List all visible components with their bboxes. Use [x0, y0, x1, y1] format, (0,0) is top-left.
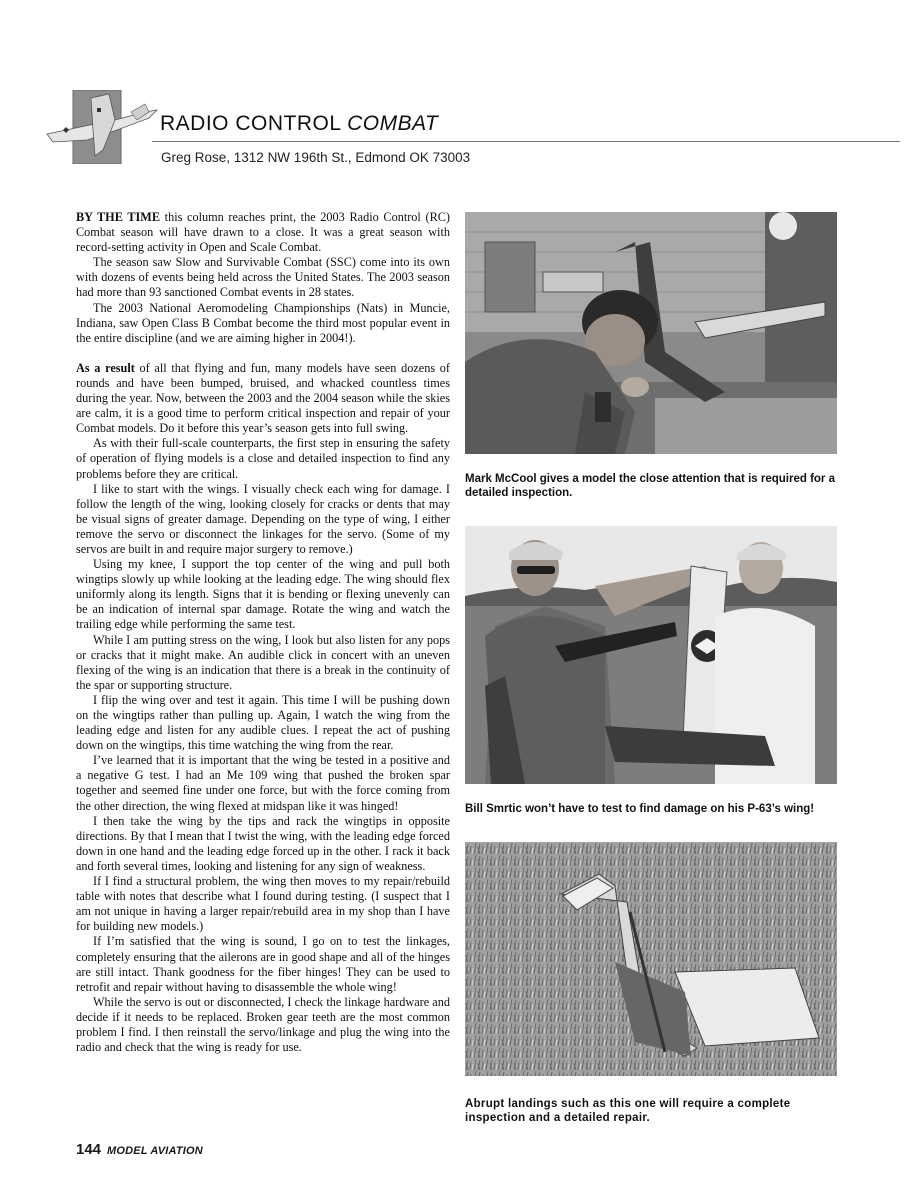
article-paragraph: Using my knee, I support the top center of the wing and pull both wingtips slowly up while looking at the leading edge. The wing should flex uniformly along its length. Signs that it is bending or flexing unevenly can be an indication of internal spar damage. Rotate the wing and watch the trailing edge while performing the same test. [76, 557, 450, 632]
column-title-main: RADIO CONTROL [160, 112, 348, 135]
photo-caption: Bill Smrtic won’t have to test to find damage on his P-63’s wing! [465, 803, 815, 815]
article-paragraph: The season saw Slow and Survivable Combat (SSC) come into its own with dozens of events being held across the United States. The 2003 season had more than 93 sanctioned Combat events in 28 states. [76, 255, 450, 300]
article-body [76, 210, 450, 1055]
photo-crashed-model [465, 842, 837, 1076]
article-paragraph: If I find a structural problem, the wing then moves to my repair/rebuild table with notes that describe what I found during testing. (I suspect that I am not unique in having a larger repair/rebuild area in my shop than I have for building new models.) [76, 874, 450, 934]
photo-workshop-inspection [465, 212, 837, 454]
author-byline: Greg Rose, 1312 NW 196th St., Edmond OK 73003 [161, 150, 471, 165]
photo-caption: Abrupt landings such as this one will require a complete inspection and a detailed repair. [465, 1098, 791, 1124]
article-paragraph: BY THE TIME this column reaches print, the 2003 Radio Control (RC) Combat season will have drawn to a close. It was a great season with record-setting activity in Open and Scale Combat. [76, 210, 450, 255]
header-plane-photo [45, 90, 161, 164]
article-paragraph: While I am putting stress on the wing, I look but also listen for any pops or cracks that it might make. An audible click in concert with an uneven flexing of the wing is an indication that there is a break in the continuity of the spar or supporting structure. [76, 632, 450, 692]
column-title [160, 112, 438, 136]
page-footer [76, 1141, 203, 1159]
photo-caption: Mark McCool gives a model the close attention that is required for a detailed inspection. [465, 473, 835, 499]
magazine-name: MODEL AVIATION [107, 1145, 203, 1157]
header-rule [152, 141, 900, 142]
article-paragraph: I then take the wing by the tips and rack the wingtips in opposite directions. By that I mean that I twist the wing, with the leading edge forced down in one hand and the leading edge forced up in the other. I rack it back and forth several times, looking and listening for any sign of weakness. [76, 813, 450, 873]
photo-damaged-p63 [465, 526, 837, 784]
column-title-sub: COMBAT [347, 112, 439, 135]
article-paragraph: As a result of all that flying and fun, many models have seen dozens of rounds and have been bumped, bruised, and whacked countless times during the year. Now, between the 2003 and the 2004 season while the skies are calm, it is a good time to perform critical inspection and repair of your Combat models. Do it before this year’s season gets into full swing. [76, 360, 450, 436]
article-paragraph: I’ve learned that it is important that the wing be tested in a positive and a negative G test. I had an Me 109 wing that pushed the broken spar together and seemed fine under one force, but with the force coming from the other direction, the wing flexed at midspan like it was hinged! [76, 753, 450, 813]
article-paragraph: I flip the wing over and test it again. This time I will be pushing down on the wingtips rather than pulling up. Again, I watch the wing from the leading edge and listen for any audible clues. I repeat the act of pushing down on the wingtips, this time watching the wing from the rear. [76, 692, 450, 753]
article-paragraph: I like to start with the wings. I visually check each wing for damage. I follow the length of the wing, looking closely for cracks or dents that may be visual signs of greater damage. Depending on the type of wing, I either remove the servo or disconnect the linkages for the servo. (Some of my servos are built in and require major surgery to remove.) [76, 481, 450, 556]
lead-in: As a result [76, 360, 135, 375]
article-paragraph: As with their full-scale counterparts, the first step in ensuring the safety of operation of flying models is a close and detailed inspection to find any problems before they are critical. [76, 436, 450, 481]
article-paragraph: If I’m satisfied that the wing is sound, I go on to test the linkages, completely ensuring that the ailerons are in good shape and all of the hinges are still intact. Thank goodness for the fiber hinges! They can be used to retrofit and repair without having to disassemble the whole wing! [76, 934, 450, 994]
lead-in: BY THE TIME [76, 210, 160, 224]
page-number: 144 [76, 1141, 102, 1158]
article-paragraph: While the servo is out or disconnected, I check the linkage hardware and decide if it needs to be replaced. Broken gear teeth are the most common problem I find. I then reinstall the servo/linkage and plug the wing into the radio and check that the wing is ready for use. [76, 994, 450, 1055]
article-paragraph: The 2003 National Aeromodeling Championships (Nats) in Muncie, Indiana, saw Open Class B Combat become the third most popular event in the entire discipline (and we are aiming higher in 2004!). [76, 300, 450, 345]
